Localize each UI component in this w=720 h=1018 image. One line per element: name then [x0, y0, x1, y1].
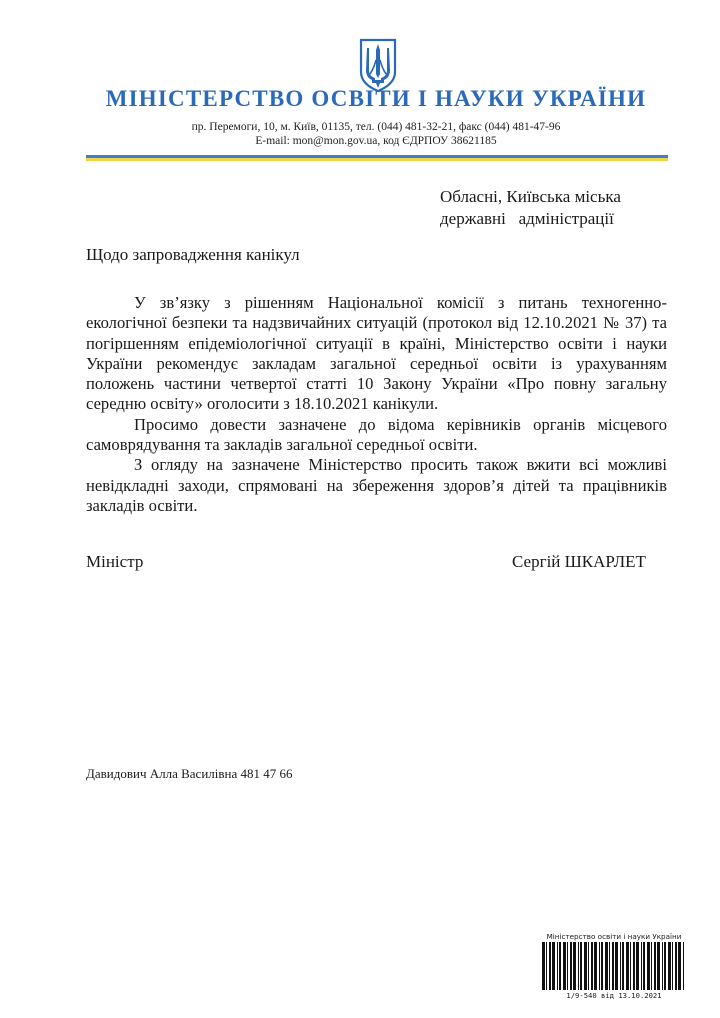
- barcode-bar: [557, 942, 558, 990]
- barcode-bar: [675, 942, 677, 990]
- body-paragraph: З огляду на зазначене Міністерство просить також вжити всі можливі невідкладні заходи, спрямовані на збереження здоров’я дітей та працівників закладів освіти.: [86, 455, 667, 515]
- barcode-bar: [599, 942, 600, 990]
- barcode-bar: [612, 942, 614, 990]
- barcode-bar: [588, 942, 589, 990]
- barcode-bar: [591, 942, 593, 990]
- barcode-bar: [662, 942, 663, 990]
- signatory-title: Міністр: [86, 552, 144, 571]
- barcode-bar: [601, 942, 603, 990]
- barcode-bar: [615, 942, 618, 990]
- recipient-line: державні адміністрації: [440, 209, 614, 228]
- barcode-bar: [563, 942, 566, 990]
- barcode-icon: [541, 942, 687, 990]
- barcode-bar: [633, 942, 635, 990]
- ministry-title: МІНІСТЕРСТВО ОСВІТИ І НАУКИ УКРАЇНИ: [105, 86, 647, 111]
- barcode-bar: [552, 942, 555, 990]
- barcode-bar: [594, 942, 597, 990]
- barcode-bar: [549, 942, 551, 990]
- barcode-bar: [678, 942, 681, 990]
- ministry-contacts: E-mail: mon@mon.gov.ua, код ЄДРПОУ 38621185: [255, 135, 497, 147]
- barcode-bar: [641, 942, 642, 990]
- barcode-bar: [668, 942, 671, 990]
- body-paragraph: У зв’язку з рішенням Національної комісії з питань техногенно-екологічної безпеки та надзвичайних ситуацій (протокол від 12.10.2021 № 37) та погіршенням епідеміологічної ситуації в країні, Міністерство освіти і науки України рекомендує закладам загальної середньої освіти із урахуванням положень частини четвертої статті 10 Закону України «Про повну загальну середню освіту» оголосити з 18.10.2021 канікули.: [86, 293, 667, 414]
- barcode-bar: [647, 942, 650, 990]
- barcode-bar: [636, 942, 639, 990]
- barcode-bar: [567, 942, 568, 990]
- barcode-bar: [651, 942, 652, 990]
- barcode-bar: [643, 942, 645, 990]
- recipient-block: [440, 186, 621, 230]
- barcode-bar: [683, 942, 684, 990]
- barcode-bar: [657, 942, 660, 990]
- barcode-bar: [559, 942, 561, 990]
- barcode-bar: [580, 942, 582, 990]
- barcode-bar: [654, 942, 656, 990]
- barcode-bar: [542, 942, 545, 990]
- barcode-bar: [584, 942, 587, 990]
- trident-emblem-icon: [358, 38, 398, 93]
- barcode-bar: [570, 942, 572, 990]
- barcode-bar: [630, 942, 631, 990]
- signatory-name: Сергій ШКАРЛЕТ: [512, 552, 646, 571]
- barcode-bar: [626, 942, 629, 990]
- registration-number: 1/9-540 від 13.10.2021: [566, 991, 662, 1000]
- body-paragraph: Просимо довести зазначене до відома керівників органів місцевого самоврядування та закладів загальної середньої освіти.: [86, 414, 667, 455]
- letter-body: [86, 293, 667, 516]
- letter-subject: Щодо запровадження канікул: [86, 245, 300, 264]
- barcode-bar: [546, 942, 547, 990]
- barcode-bar: [605, 942, 608, 990]
- executor-contact: Давидович Алла Василівна 481 47 66: [86, 766, 293, 781]
- barcode-bar: [578, 942, 579, 990]
- barcode-bar: [573, 942, 576, 990]
- letterhead-stripe-yellow: [86, 158, 668, 161]
- recipient-line: Обласні, Київська міська: [440, 187, 621, 206]
- barcode-bar: [664, 942, 666, 990]
- barcode-bar: [622, 942, 624, 990]
- barcode-bar: [620, 942, 621, 990]
- barcode-bar: [672, 942, 673, 990]
- registration-label: Міністерство освіти і науки України: [546, 932, 682, 941]
- barcode-bar: [609, 942, 610, 990]
- ministry-address: пр. Перемоги, 10, м. Київ, 01135, тел. (044) 481-32-21, факс (044) 481-47-96: [191, 121, 561, 133]
